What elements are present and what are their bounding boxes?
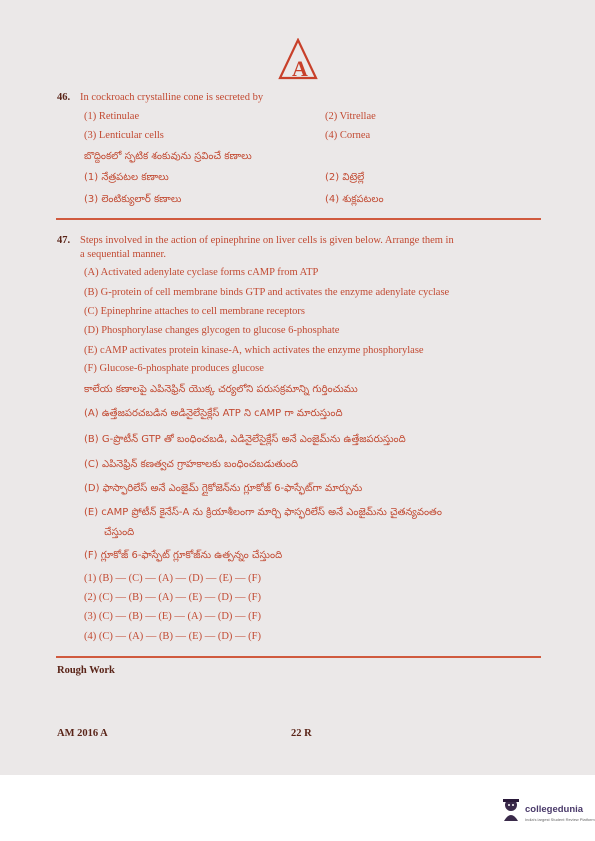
q46-option-3-telugu: (3) లెంటిక్యులార్ కణాలు [84,194,182,205]
q47-statement-a: (A) Activated adenylate cyclase forms cAMP from ATP [84,267,319,278]
q47-statement-a-telugu: (A) ఉత్తేజపరచబడిన అడినైలేసైక్లేస్ ATP ని cAMP గా మారుస్తుంది [84,408,343,419]
q47-question-line-2: a sequential manner. [80,249,167,260]
question-divider [56,218,541,220]
q47-statement-b-telugu: (B) G-ప్రొటీన్ GTP తో బంధించబడి, ఎడినైలేసైక్లేస్ అనే ఎంజైమ్‌ను ఉత్తేజపరుస్తుంది [84,434,406,445]
q46-option-3: (3) Lenticular cells [84,130,164,141]
q46-option-4: (4) Cornea [325,130,371,141]
paper-set-letter: A [292,56,308,81]
q47-statement-e: (E) cAMP activates protein kinase-A, which activates the enzyme phosphorylase [84,345,424,356]
collegedunia-logo-icon [500,795,522,823]
q46-number: 46. [57,92,71,103]
rough-work-label: Rough Work [57,665,115,676]
q46-option-4-telugu: (4) శుక్లపటలం [325,194,384,205]
q47-question-line-1: Steps involved in the action of epinephrine on liver cells is given below. Arrange them in [80,235,454,246]
q46-question: In cockroach crystalline cone is secreted by [80,92,264,103]
q46-option-1: (1) Retinulae [84,111,140,122]
q47-statement-f: (F) Glucose-6-phosphate produces glucose [84,363,264,374]
q47-statement-b: (B) G-protein of cell membrane binds GTP and activates the enzyme adenylate cyclase [84,287,450,298]
footer-paper-code: AM 2016 A [57,728,108,739]
q47-option-3: (3) (C) — (B) — (E) — (A) — (D) — (F) [84,611,262,622]
q47-statement-d-telugu: (D) ఫాస్ఫారిలేస్ అనే ఎంజైమ్ గ్లైకోజెన్‌ను గ్లూకోజ్ 6-ఫాస్ఫేట్‌గా మార్చును [84,483,363,494]
q47-option-4: (4) (C) — (A) — (B) — (E) — (D) — (F) [84,631,262,642]
q46-option-2: (2) Vitrellae [325,111,376,122]
rough-work-divider [56,656,541,658]
q47-statement-d: (D) Phosphorylase changes glycogen to glucose 6-phosphate [84,325,340,336]
q46-option-2-telugu: (2) విట్రెల్లే [325,172,365,183]
q47-statement-f-telugu: (F) గ్లూకోజ్ 6-ఫాస్ఫేట్ గ్లూకోజ్‌ను ఉత్పన్నం చేస్తుంది [84,550,283,561]
q47-number: 47. [57,235,71,246]
watermark-name: collegedunia [525,804,584,815]
q46-question-telugu: బొద్దింకలో స్ఫటిక శంకువును స్రవించే కణాలు [84,151,252,162]
q47-option-2: (2) (C) — (B) — (A) — (E) — (D) — (F) [84,592,262,603]
q47-statement-e-telugu: (E) cAMP ప్రోటీన్ కైనేస్-A ను క్రియాశీలంగా మార్చి ఫాస్ఫరిలేస్ అనే ఎంజైమ్‌ను చైతన్యవంతం [84,507,442,518]
q47-statement-e-telugu-cont: చేస్తుంది [104,527,135,538]
q46-option-1-telugu: (1) నేత్రపటల కణాలు [84,172,169,183]
q47-statement-c-telugu: (C) ఎపినెఫ్రిన్ కణత్వచ గ్రాహకాలకు బంధించబడుతుంది [84,459,299,470]
watermark-tagline: India's largest Student Review Platform [525,817,595,822]
q47-statement-c: (C) Epinephrine attaches to cell membrane receptors [84,306,305,317]
footer-page-number: 22 R [291,728,312,739]
q47-question-telugu: కాలేయ కణాలపై ఎపినెఫ్రిన్ యొక్క చర్యలోని పరుసక్రమాన్ని గుర్తించుము [84,384,358,395]
q47-option-1: (1) (B) — (C) — (A) — (D) — (E) — (F) [84,573,262,584]
